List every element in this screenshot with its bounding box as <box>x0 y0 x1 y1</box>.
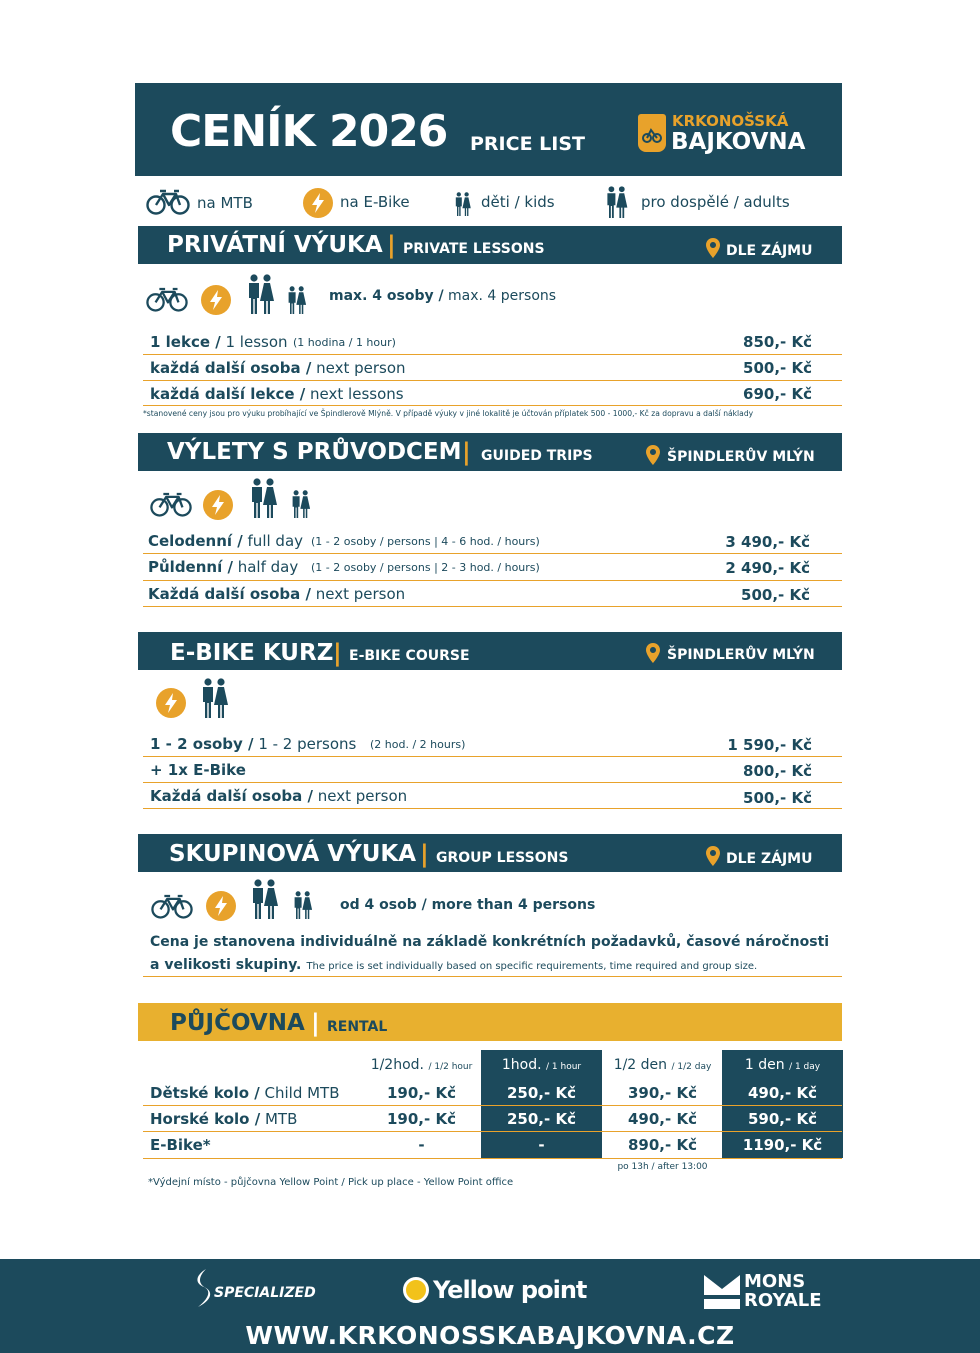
location-pin-icon <box>706 846 720 866</box>
section-location-guided: ŠPINDLERŮV MLÝN <box>667 449 815 465</box>
capacity-text: max. 4 osoby / max. 4 persons <box>329 288 557 304</box>
section-subtitle-private: PRIVATE LESSONS <box>403 241 545 257</box>
price-value: 1 590,- Kč <box>727 736 812 754</box>
yellow-point-logo-icon <box>403 1277 429 1303</box>
legend-kids: děti / kids <box>481 193 555 211</box>
row-divider <box>143 1131 842 1132</box>
price-value: 800,- Kč <box>743 762 812 780</box>
lightning-icon <box>203 490 233 520</box>
rental-column-header: 1/2hod. / 1/2 hour <box>370 1057 473 1073</box>
row-divider <box>143 606 842 607</box>
row-divider <box>143 405 842 406</box>
bike-icon <box>150 492 192 517</box>
price-value: 500,- Kč <box>743 359 812 377</box>
kids-icon <box>285 286 309 314</box>
rental-row-label: E-Bike* <box>150 1136 211 1154</box>
lightning-icon <box>303 188 333 218</box>
row-divider <box>143 808 842 809</box>
mons-royale-logo-icon <box>704 1275 740 1309</box>
price-row-label: Celodenní / full day <box>148 532 304 550</box>
row-divider <box>143 782 842 783</box>
legend-mtb: na MTB <box>197 194 253 212</box>
section-separator: | <box>311 1009 320 1037</box>
section-title-private: PRIVÁTNÍ VÝUKA <box>167 232 383 258</box>
section-subtitle-guided: GUIDED TRIPS <box>481 448 593 464</box>
logo-text-line1: KRKONOŠSKÁ <box>672 112 789 130</box>
price-value: 500,- Kč <box>741 586 810 604</box>
private-footnote: *stanovené ceny jsou pro výuku probíhající ve Špindlerově Mlýně. V případě výuky v jiné lokalitě je účtován příplatek 500 - 1000,- Kč za dopravu a další náklady <box>143 409 754 418</box>
section-subtitle-rental: RENTAL <box>327 1019 388 1035</box>
specialized-logo-icon <box>192 1269 214 1307</box>
kids-icon <box>291 891 315 919</box>
price-value: 850,- Kč <box>743 333 812 351</box>
rental-price: - <box>418 1136 425 1154</box>
section-title-ebike: E-BIKE KURZ <box>170 640 334 666</box>
adults-icon <box>248 879 282 919</box>
location-pin-icon <box>706 238 720 258</box>
adults-icon <box>247 478 281 518</box>
specialized-logo: SPECIALIZED <box>214 1285 316 1301</box>
rental-price: 190,- Kč <box>387 1110 456 1128</box>
page-subtitle: PRICE LIST <box>470 133 585 155</box>
row-divider <box>143 976 842 977</box>
price-row-label: každá další osoba / next person <box>150 359 406 377</box>
bike-icon <box>151 894 193 919</box>
section-title-rental: PŮJČOVNA <box>170 1010 305 1036</box>
page-title: CENÍK 2026 <box>170 106 448 157</box>
price-row-note: (2 hod. / 2 hours) <box>370 738 466 751</box>
location-pin-icon <box>646 643 660 663</box>
section-separator: | <box>387 231 396 259</box>
bike-icon <box>146 287 188 312</box>
logo-text-line2: BAJKOVNA <box>671 129 806 155</box>
section-separator: | <box>420 840 429 868</box>
section-title-guided: VÝLETY S PRŮVODCEM <box>167 439 462 465</box>
price-row-note: (1 - 2 osoby / persons | 4 - 6 hod. / hours) <box>311 535 540 548</box>
location-pin-icon <box>646 445 660 465</box>
rental-price: 250,- Kč <box>507 1110 576 1128</box>
price-row-note: (1 - 2 osoby / persons | 2 - 3 hod. / hours) <box>311 561 540 574</box>
adults-icon <box>198 678 232 718</box>
price-row-label: Každá další osoba / next person <box>148 585 406 603</box>
group-description-line1: Cena je stanovena individuálně na základě konkrétních požadavků, časové náročnosti <box>150 934 830 950</box>
legend-ebike: na E-Bike <box>340 193 410 211</box>
row-divider <box>143 756 842 757</box>
bajkovna-logo-icon <box>638 114 666 152</box>
kids-icon <box>289 490 313 518</box>
rental-price: 890,- Kč <box>628 1136 697 1154</box>
rental-after-note: po 13h / after 13:00 <box>617 1162 708 1172</box>
price-row-note: (1 hodina / 1 hour) <box>293 336 396 349</box>
yellow-point-logo: Yellow point <box>433 1276 587 1304</box>
section-location-group: DLE ZÁJMU <box>726 851 813 867</box>
price-row-label: + 1x E-Bike <box>150 761 246 779</box>
price-row-label: každá další lekce / next lessons <box>150 385 404 403</box>
section-subtitle-ebike: E-BIKE COURSE <box>349 648 470 664</box>
row-divider <box>143 354 842 355</box>
bike-icon <box>146 189 190 215</box>
website-link[interactable]: WWW.KRKONOSSKABAJKOVNA.CZ <box>245 1321 735 1350</box>
row-divider <box>143 580 842 581</box>
rental-price: 1190,- Kč <box>742 1136 823 1154</box>
rental-price: 390,- Kč <box>628 1084 697 1102</box>
section-title-group: SKUPINOVÁ VÝUKA <box>169 841 417 867</box>
rental-row-label: Horské kolo / MTB <box>150 1110 298 1128</box>
rental-price: 250,- Kč <box>507 1084 576 1102</box>
rental-footnote: *Výdejní místo - půjčovna Yellow Point / Pick up place - Yellow Point office <box>148 1177 514 1188</box>
section-location-private: DLE ZÁJMU <box>726 243 813 259</box>
adults-icon <box>603 186 631 218</box>
group-description-line2: a velikosti skupiny. The price is set individually based on specific requirements, time required and group size. <box>150 957 758 973</box>
row-divider <box>143 380 842 381</box>
section-separator: | <box>462 438 471 466</box>
rental-price: - <box>538 1136 545 1154</box>
section-location-ebike: ŠPINDLERŮV MLÝN <box>667 647 815 663</box>
price-row-label: 1 lekce / 1 lesson <box>150 333 288 351</box>
rental-column-header: 1hod. / 1 hour <box>501 1057 582 1073</box>
price-row-label: 1 - 2 osoby / 1 - 2 persons <box>150 735 357 753</box>
lightning-icon <box>156 688 186 718</box>
section-separator: | <box>333 639 342 667</box>
rental-row-label: Dětské kolo / Child MTB <box>150 1084 340 1102</box>
rental-price: 490,- Kč <box>628 1110 697 1128</box>
adults-icon <box>244 274 278 314</box>
price-row-label: Půldenní / half day <box>148 558 299 576</box>
rental-price: 590,- Kč <box>748 1110 817 1128</box>
kids-icon <box>454 192 472 216</box>
section-subtitle-group: GROUP LESSONS <box>436 850 569 866</box>
price-value: 690,- Kč <box>743 385 812 403</box>
price-value: 3 490,- Kč <box>725 533 810 551</box>
mons-royale-logo: MONS ROYALE <box>744 1271 822 1311</box>
row-divider <box>143 1158 842 1159</box>
rental-column-header: 1 den / 1 day <box>744 1057 821 1073</box>
lightning-icon <box>206 891 236 921</box>
row-divider <box>143 1105 842 1106</box>
price-row-label: Každá další osoba / next person <box>150 787 408 805</box>
capacity-text: od 4 osob / more than 4 persons <box>340 897 596 913</box>
legend-adults: pro dospělé / adults <box>641 193 790 211</box>
price-value: 2 490,- Kč <box>725 559 810 577</box>
row-divider <box>143 553 842 554</box>
lightning-icon <box>201 285 231 315</box>
price-value: 500,- Kč <box>743 789 812 807</box>
rental-price: 490,- Kč <box>748 1084 817 1102</box>
rental-column-header: 1/2 den / 1/2 day <box>613 1057 712 1073</box>
rental-price: 190,- Kč <box>387 1084 456 1102</box>
